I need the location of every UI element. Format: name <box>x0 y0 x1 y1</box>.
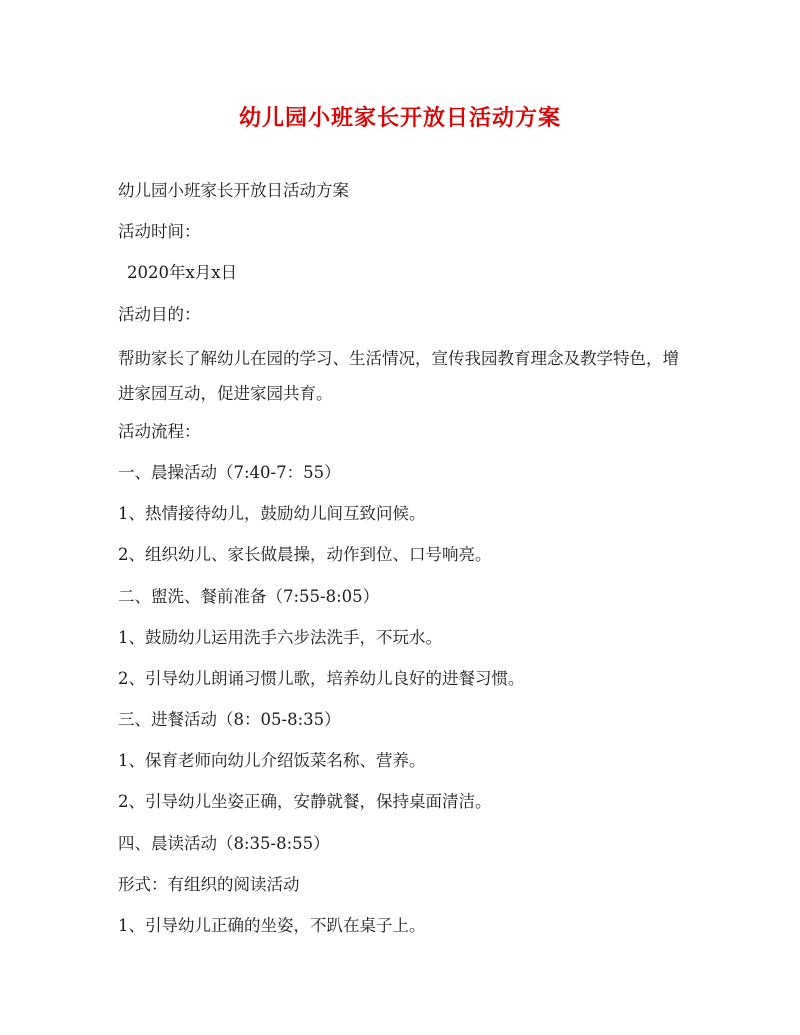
list-item: 2、引导幼儿坐姿正确，安静就餐，保持桌面清洁。 <box>118 792 492 812</box>
list-item: 2、组织幼儿、家长做晨操，动作到位、口号响亮。 <box>118 545 492 565</box>
section-heading-morning-exercise: 一、晨操活动（7:40-7：55） <box>118 462 341 482</box>
section-heading-reading: 四、晨读活动（8:35-8:55） <box>118 833 330 853</box>
document-title: 幼儿园小班家长开放日活动方案 <box>238 105 561 131</box>
paragraph-process-label: 活动流程： <box>118 421 201 441</box>
paragraph-subtitle: 幼儿园小班家长开放日活动方案 <box>118 181 349 200</box>
section-heading-washing: 二、盥洗、餐前准备（7:55-8:05） <box>118 586 380 606</box>
list-item: 2、引导幼儿朗诵习惯儿歌，培养幼儿良好的进餐习惯。 <box>118 668 525 688</box>
paragraph-time-label: 活动时间： <box>118 222 201 242</box>
paragraph-format: 形式：有组织的阅读活动 <box>118 874 300 894</box>
list-item: 1、鼓励幼儿运用洗手六步法洗手，不玩水。 <box>118 627 442 647</box>
list-item: 1、引导幼儿正确的坐姿，不趴在桌子上。 <box>118 916 426 935</box>
list-item: 1、保育老师向幼儿介绍饭菜名称、营养。 <box>118 751 426 771</box>
paragraph-purpose: 帮助家长了解幼儿在园的学习、生活情况，宣传我园教育理念及教学特色，增进家园互动，促进家园共育。 <box>118 348 679 403</box>
list-item: 1、热情接待幼儿，鼓励幼儿间互致问候。 <box>118 504 426 524</box>
section-heading-meal: 三、进餐活动（8：05-8:35） <box>118 710 341 730</box>
document-body <box>118 176 688 952</box>
paragraph-purpose-label: 活动目的： <box>118 304 201 324</box>
paragraph-date: 2020年x月x日 <box>127 263 238 283</box>
